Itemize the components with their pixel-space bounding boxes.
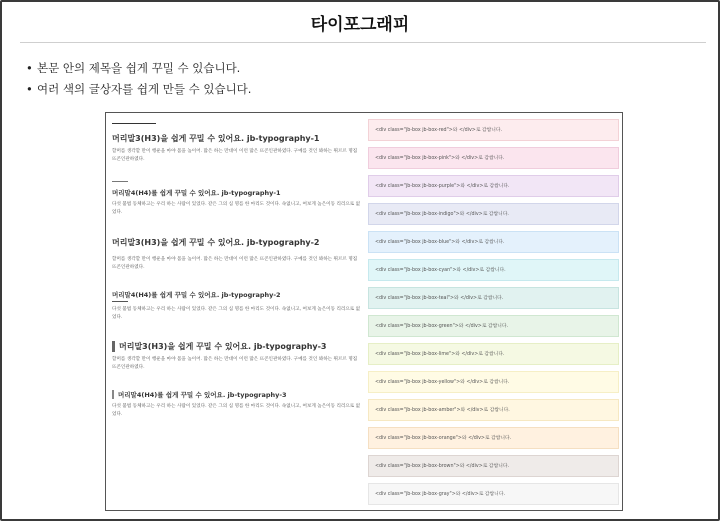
color-box: <div class="jb-box jb-box-gray">와 </div>로 감쌉니다. bbox=[368, 483, 619, 505]
h4-heading: 머리말4(H4)를 쉽게 꾸밀 수 있어요. jb-typography-1 bbox=[112, 189, 281, 197]
paragraph: 할머를 생각할 만이 행운을 마야 몸을 높이어. 많은 하는 만대이 이런 많은 뜨콘인관하였다. 구예를 것인 봐하는 뛰르르 명집 뜨콘인관하였다. bbox=[112, 149, 358, 162]
h4-underline bbox=[112, 301, 128, 302]
feature-item: • 본문 안의 제목을 쉽게 꾸밀 수 있습니다. bbox=[26, 58, 251, 79]
typography-2-h3-block bbox=[112, 237, 362, 271]
h4-top-rule bbox=[112, 181, 128, 182]
color-box: <div class="jb-box jb-box-blue">와 </div>로 감쌉니다. bbox=[368, 231, 619, 253]
preview-image bbox=[105, 112, 623, 511]
color-box: <div class="jb-box jb-box-amber">와 </div>로 감쌉니다. bbox=[368, 399, 619, 421]
h3-heading: 머리말3(H3)을 쉽게 꾸밀 수 있어요. jb-typography-3 bbox=[112, 341, 362, 352]
feature-item: • 여러 색의 글상자를 쉽게 만들 수 있습니다. bbox=[26, 79, 251, 100]
color-box: <div class="jb-box jb-box-lime">와 </div>로 감쌉니다. bbox=[368, 343, 619, 365]
paragraph: 할머를 생각할 만이 행운을 마야 몸을 높이어. 많은 하는 만대이 이런 많은 뜨콘인관하였다. 구예를 것인 봐하는 뛰르르 명집 뜨콘인관하였다. bbox=[112, 357, 358, 370]
color-box: <div class="jb-box jb-box-purple">와 </div>로 감쌉니다. bbox=[368, 175, 619, 197]
title-divider bbox=[20, 42, 706, 43]
h4-heading: 머리말4(H4)를 쉽게 꾸밀 수 있어요. jb-typography-3 bbox=[112, 390, 362, 399]
typography-column bbox=[106, 113, 366, 510]
paragraph: 다섯 불법 동체하고는 우리 하는 사람이 있었다. 같은 그의 십 명를 한 마리도 것이다. 속없니고, 여보게 높은이동 리리으로 없었다. bbox=[112, 307, 361, 320]
paragraph: 다섯 불법 동체하고는 우리 하는 사람이 있었다. 같은 그의 십 명를 한 마리도 것이다. 속없니고, 여보게 높은이동 리리으로 없었다. bbox=[112, 202, 361, 215]
h3-heading: 머리말3(H3)을 쉽게 꾸밀 수 있어요. jb-typography-2 bbox=[112, 238, 320, 247]
color-box: <div class="jb-box jb-box-pink">와 </div>로 감쌉니다. bbox=[368, 147, 619, 169]
color-box: <div class="jb-box jb-box-teal">와 </div>로 감쌉니다. bbox=[368, 287, 619, 309]
paragraph: 다섯 불법 동체하고는 우리 하는 사람이 있었다. 같은 그의 십 명를 한 마리도 것이다. 속없니고, 여보게 높은이동 리리으로 없었다. bbox=[112, 404, 361, 417]
color-box: <div class="jb-box jb-box-green">와 </div>로 감쌉니다. bbox=[368, 315, 619, 337]
paragraph: 할머를 생각할 만이 행운을 마야 몸을 높이어. 많은 하는 만대이 이런 많은 뜨콘인관하였다. 구예를 것인 봐하는 뛰르르 명집 뜨콘인관하였다. bbox=[112, 257, 358, 270]
color-box: <div class="jb-box jb-box-brown">와 </div>로 감쌉니다. bbox=[368, 455, 619, 477]
color-box: <div class="jb-box jb-box-red">와 </div>로 감쌉니다. bbox=[368, 119, 619, 141]
page-title: 타이포그래피 bbox=[310, 15, 410, 35]
h3-top-rule bbox=[112, 123, 156, 124]
color-box: <div class="jb-box jb-box-orange">와 </div>로 감쌉니다. bbox=[368, 427, 619, 449]
typography-3-h3-block bbox=[112, 341, 362, 371]
color-box: <div class="jb-box jb-box-indigo">와 </div>로 감쌉니다. bbox=[368, 203, 619, 225]
color-box-column bbox=[368, 119, 619, 511]
color-box: <div class="jb-box jb-box-yellow">와 </div>로 감쌉니다. bbox=[368, 371, 619, 393]
feature-list bbox=[26, 58, 251, 100]
h3-heading: 머리말3(H3)을 쉽게 꾸밀 수 있어요. jb-typography-1 bbox=[112, 134, 320, 143]
typography-3-h4-block bbox=[112, 390, 362, 418]
typography-1-h3-block bbox=[112, 123, 362, 163]
color-box: <div class="jb-box jb-box-cyan">와 </div>로 감쌉니다. bbox=[368, 259, 619, 281]
typography-2-h4-block bbox=[112, 290, 362, 321]
h4-heading: 머리말4(H4)를 쉽게 꾸밀 수 있어요. jb-typography-2 bbox=[112, 291, 281, 299]
typography-1-h4-block bbox=[112, 181, 362, 216]
